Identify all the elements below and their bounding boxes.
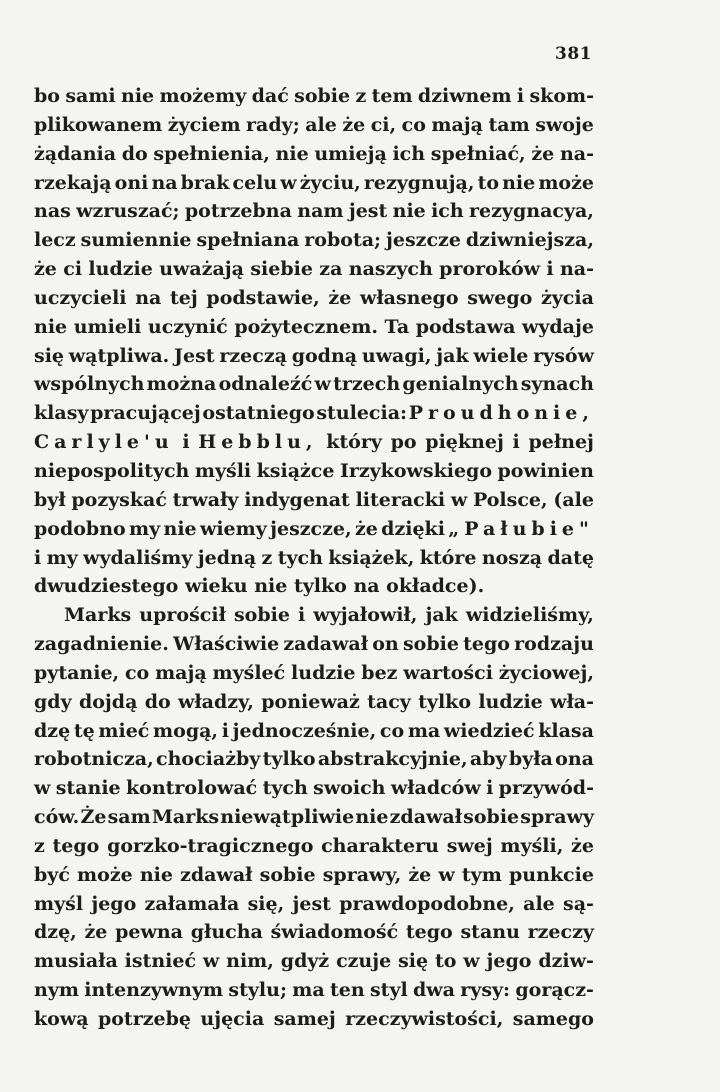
text-line: żądania do spełnienia, nie umieją ich spełniać, że na- — [34, 142, 594, 165]
text-line: i my wydaliśmy jedną z tych książek, które noszą datę — [34, 546, 594, 569]
text-line: dzę, że pewna głucha świadomość tego stanu rzeczy — [34, 921, 594, 944]
text-line: podobno my nie wiemy jeszcze, że dzięki „Pałubie" — [34, 517, 594, 540]
text-line: pytanie, co mają myśleć ludzie bez wartości życiowej, — [34, 661, 594, 684]
text-line: się wątpliwa. Jest rzeczą godną uwagi, jak wiele rysów — [34, 344, 594, 367]
text-line: był pozyskać trwały indygenat literacki w Polsce, (ale — [34, 488, 594, 511]
text-line: kową potrzebę ujęcia samej rzeczywistości, samego — [34, 1008, 594, 1030]
text-line: nie umieli uczynić pożytecznem. Ta podstawa wydaje — [34, 315, 594, 338]
text-line: być może nie zdawał sobie sprawy, że w tym punkcie — [34, 863, 594, 886]
text-line: rzekają oni na brak celu w życiu, rezygnują, to nie może — [34, 171, 594, 194]
text-line: myśl jego załamała się, jest prawdopodobne, ale są- — [34, 892, 594, 915]
text-line: w stanie kontrolować tych swoich władców i przywód- — [34, 777, 594, 800]
text-line: bo sami nie możemy dać sobie z tem dziwnem i skom- — [34, 85, 594, 107]
text-line: Carlyle'u i Hebblu, który po pięknej i pełnej — [34, 431, 594, 454]
text-line: musiała istnieć w nim, gdyż czuje się to w jego dziw- — [34, 950, 594, 973]
text-line: Marks uprościł sobie i wyjałowił, jak widzieliśmy, — [64, 604, 594, 627]
text-line: lecz sumiennie spełniana robota; jeszcze dziwniejsza, — [34, 229, 594, 252]
text-line: nas wzruszać; potrzebna nam jest nie ich rezygnacya, — [34, 200, 594, 223]
text-line: wspólnych można odnaleźć w trzech genialnych synach — [34, 373, 594, 396]
text-line: że ci ludzie uważają siebie za naszych proroków i na- — [34, 258, 594, 281]
text-line: robotnicza, chociażby tylko abstrakcyjnie, aby była ona — [34, 748, 594, 771]
text-line: dwudziestego wieku nie tylko na okładce). — [34, 575, 485, 598]
text-line: dzę tę mieć mogą, i jednocześnie, co ma wiedzieć klasa — [34, 719, 594, 742]
text-line: uczycieli na tej podstawie, że własnego swego życia — [34, 286, 594, 309]
text-line: z tego gorzko-tragicznego charakteru swej myśli, że — [34, 834, 594, 857]
text-line: plikowanem życiem rady; ale że ci, co mają tam swoje — [34, 113, 594, 136]
text-line: klasy pracującej ostatniego stulecia: Proudhonie, — [34, 402, 594, 425]
text-line: ców. Że sam Marks niewątpliwie nie zdawał sobie sprawy — [34, 806, 594, 829]
text-line: nym intenzywnym stylu; ma ten styl dwa rysy: gorącz- — [34, 979, 594, 1002]
text-line: niepospolitych myśli książce Irzykowskiego powinien — [34, 459, 594, 482]
body-text — [34, 82, 594, 1034]
text-line: zagadnienie. Właściwie zadawał on sobie tego rodzaju — [34, 633, 594, 656]
text-line: gdy dojdą do władzy, ponieważ tacy tylko ludzie wła- — [34, 690, 594, 713]
page-number: 381 — [555, 44, 592, 64]
